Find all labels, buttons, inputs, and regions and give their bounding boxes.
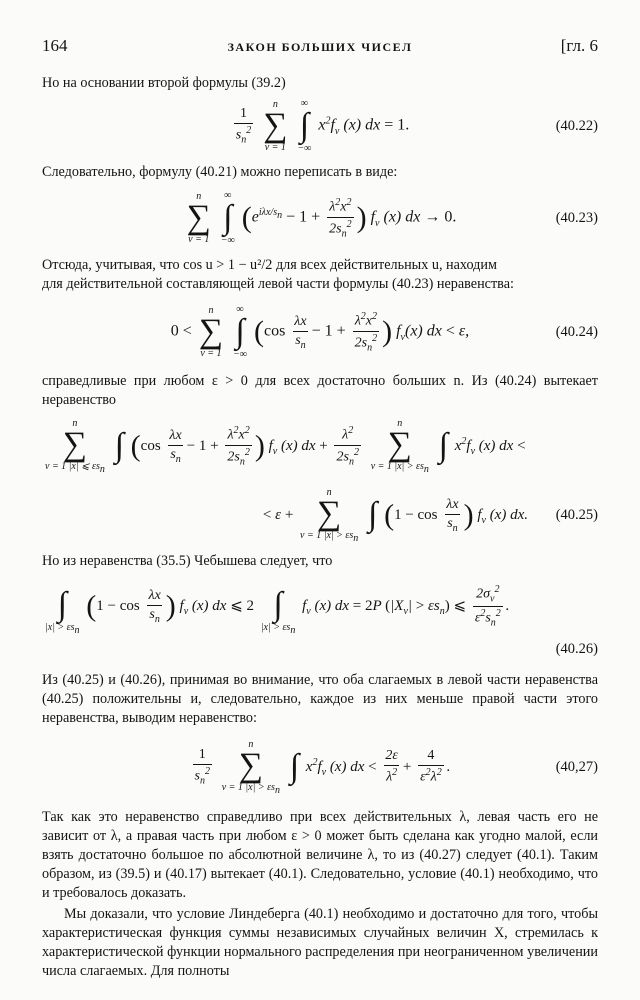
equation-body-line-2: < ε + n ∑ ν = 1 $|x| > \varepsilon s_n$ ∫ (1 − cos $\frac{\lambda x}{s_n}$ ) $f_\nu$ (x) dx.: [262, 486, 528, 544]
equation-40-22: [42, 93, 598, 159]
equation-number: (40.26): [555, 641, 598, 657]
equation-number: (40.23): [555, 209, 598, 226]
equation-40-26: [42, 571, 598, 641]
equation-40-27: [42, 728, 598, 806]
equation-number: (40.25): [555, 506, 598, 523]
running-title: ЗАКОН БОЛЬШИХ ЧИСЕЛ: [227, 40, 413, 54]
equation-body: $\frac{1}{s_n^2}$ n ∑ ν = 1 $|x| > \varepsilon s_n$ ∫ $x^2f_\nu$ (x) dx < $\frac{2\varepsilon}{\lambda^2}$ + $\frac{4}{\varepsilon^2\lambda^2}$ .: [194, 738, 451, 796]
equation-number: (40.24): [555, 323, 598, 340]
equation-number: (40,27): [555, 758, 598, 775]
equation-body: ∫ $|x| > \varepsilon s_n$ (1 − cos $\frac{\lambda x}{s_n}$ ) $f_\nu$ (x) dx ⩽ 2 ∫ $|x| > \varepsilon s_n$ $f_\nu$ (x) dx = 2P $(|X_\nu| > \varepsilon s_n)$ ⩽ $\frac{2\sigma_\nu^2}{\varepsilon^2s_n^2}$ .: [45, 584, 510, 636]
equation-body: $\frac{1}{s_n^2}$ n ∑ ν = 1 ∞ ∫ −∞ $x^2f_\nu$ (x) dx = 1.: [235, 98, 410, 154]
chapter-marker: [гл. 6: [560, 36, 598, 55]
equation-40-23: [42, 182, 598, 254]
paragraph-1: Но на основании второй формулы (39.2): [42, 75, 286, 91]
equation-40-25: [42, 410, 598, 482]
paragraph-3a: Отсюда, учитывая, что cos u > 1 − u²/2 для всех действительных u, находим: [42, 257, 497, 273]
equation-body: 0 < n ∑ ν = 1 ∞ ∫ −∞ (cos $\frac{\lambda x}{s_n}$ − 1 + $\frac{\lambda^2x^2}{2s_n^2}$ ) $f_\nu(x)$ dx < ε,: [170, 304, 470, 360]
equation-40-24: [42, 294, 598, 370]
paragraph-5: Но из неравенства (35.5) Чебышева следует, что: [42, 553, 333, 569]
paragraph-3b: для действительной составляющей левой части формулы (40.23) неравенства:: [42, 276, 514, 292]
equation-40-25-line-2: [42, 482, 598, 548]
page-number: 164: [42, 36, 68, 55]
equation-body-line-1: n ∑ ν = 1 |x| ⩽ $\varepsilon s_n$ ∫ (cos $\frac{\lambda x}{s_n}$ − 1 + $\frac{\lambda^2x^2}{2s_n^2}$ ) $f_\nu$ (x) dx + $\frac{\lambda^2}{2s_n^2}$ n ∑ ν = 1 $|x| > \varepsilon s_n$ ∫ $x^2f_\nu$ (x) dx <: [45, 417, 526, 475]
paragraph-7: Так как это неравенство справедливо при всех действительных λ, левая часть его не зависит от λ, а правая часть при любом ε > 0 может быть сделана как угодно малой, если взять достаточно большое по абсолютной величине λ, то из (40.27) следует (40.1). Таким образом, из (39.5) и (40.17) вытекает (40.1). Следовательно, условие (40.1) необходимо, что и требовалось доказать.: [42, 809, 598, 901]
paragraph-4: справедливые при любом ε > 0 для всех достаточно больших n. Из (40.24) вытекает неравенство: [42, 373, 598, 408]
paragraph-2: Следовательно, формулу (40.21) можно переписать в виде:: [42, 164, 398, 180]
equation-40-26-number-row: [42, 641, 598, 663]
page: [42, 36, 598, 981]
equation-body: n ∑ ν = 1 ∞ ∫ −∞ ($e^{i\lambda x/s_n} - 1$ + $\frac{\lambda^2x^2}{2s_n^2}$ ) $f_\nu$ (x) dx → 0.: [186, 190, 457, 246]
paragraph-6: Из (40.25) и (40.26), принимая во внимание, что оба слагаемых в левой части неравенства (40.25) положительны и, следовательно, каждое из них меньше правой части этого неравенства, выводим неравенство:: [42, 672, 598, 726]
equation-number: (40.22): [555, 117, 598, 134]
page-header: [42, 36, 598, 62]
paragraph-8: Мы доказали, что условие Линдеберга (40.1) необходимо и достаточно для того, чтобы характеристическая функция суммы независимых случайных величин X, стремилась к характеристической функции нормального распределения при неограниченном увеличении числа слагаемых. Для полноты: [42, 906, 598, 979]
